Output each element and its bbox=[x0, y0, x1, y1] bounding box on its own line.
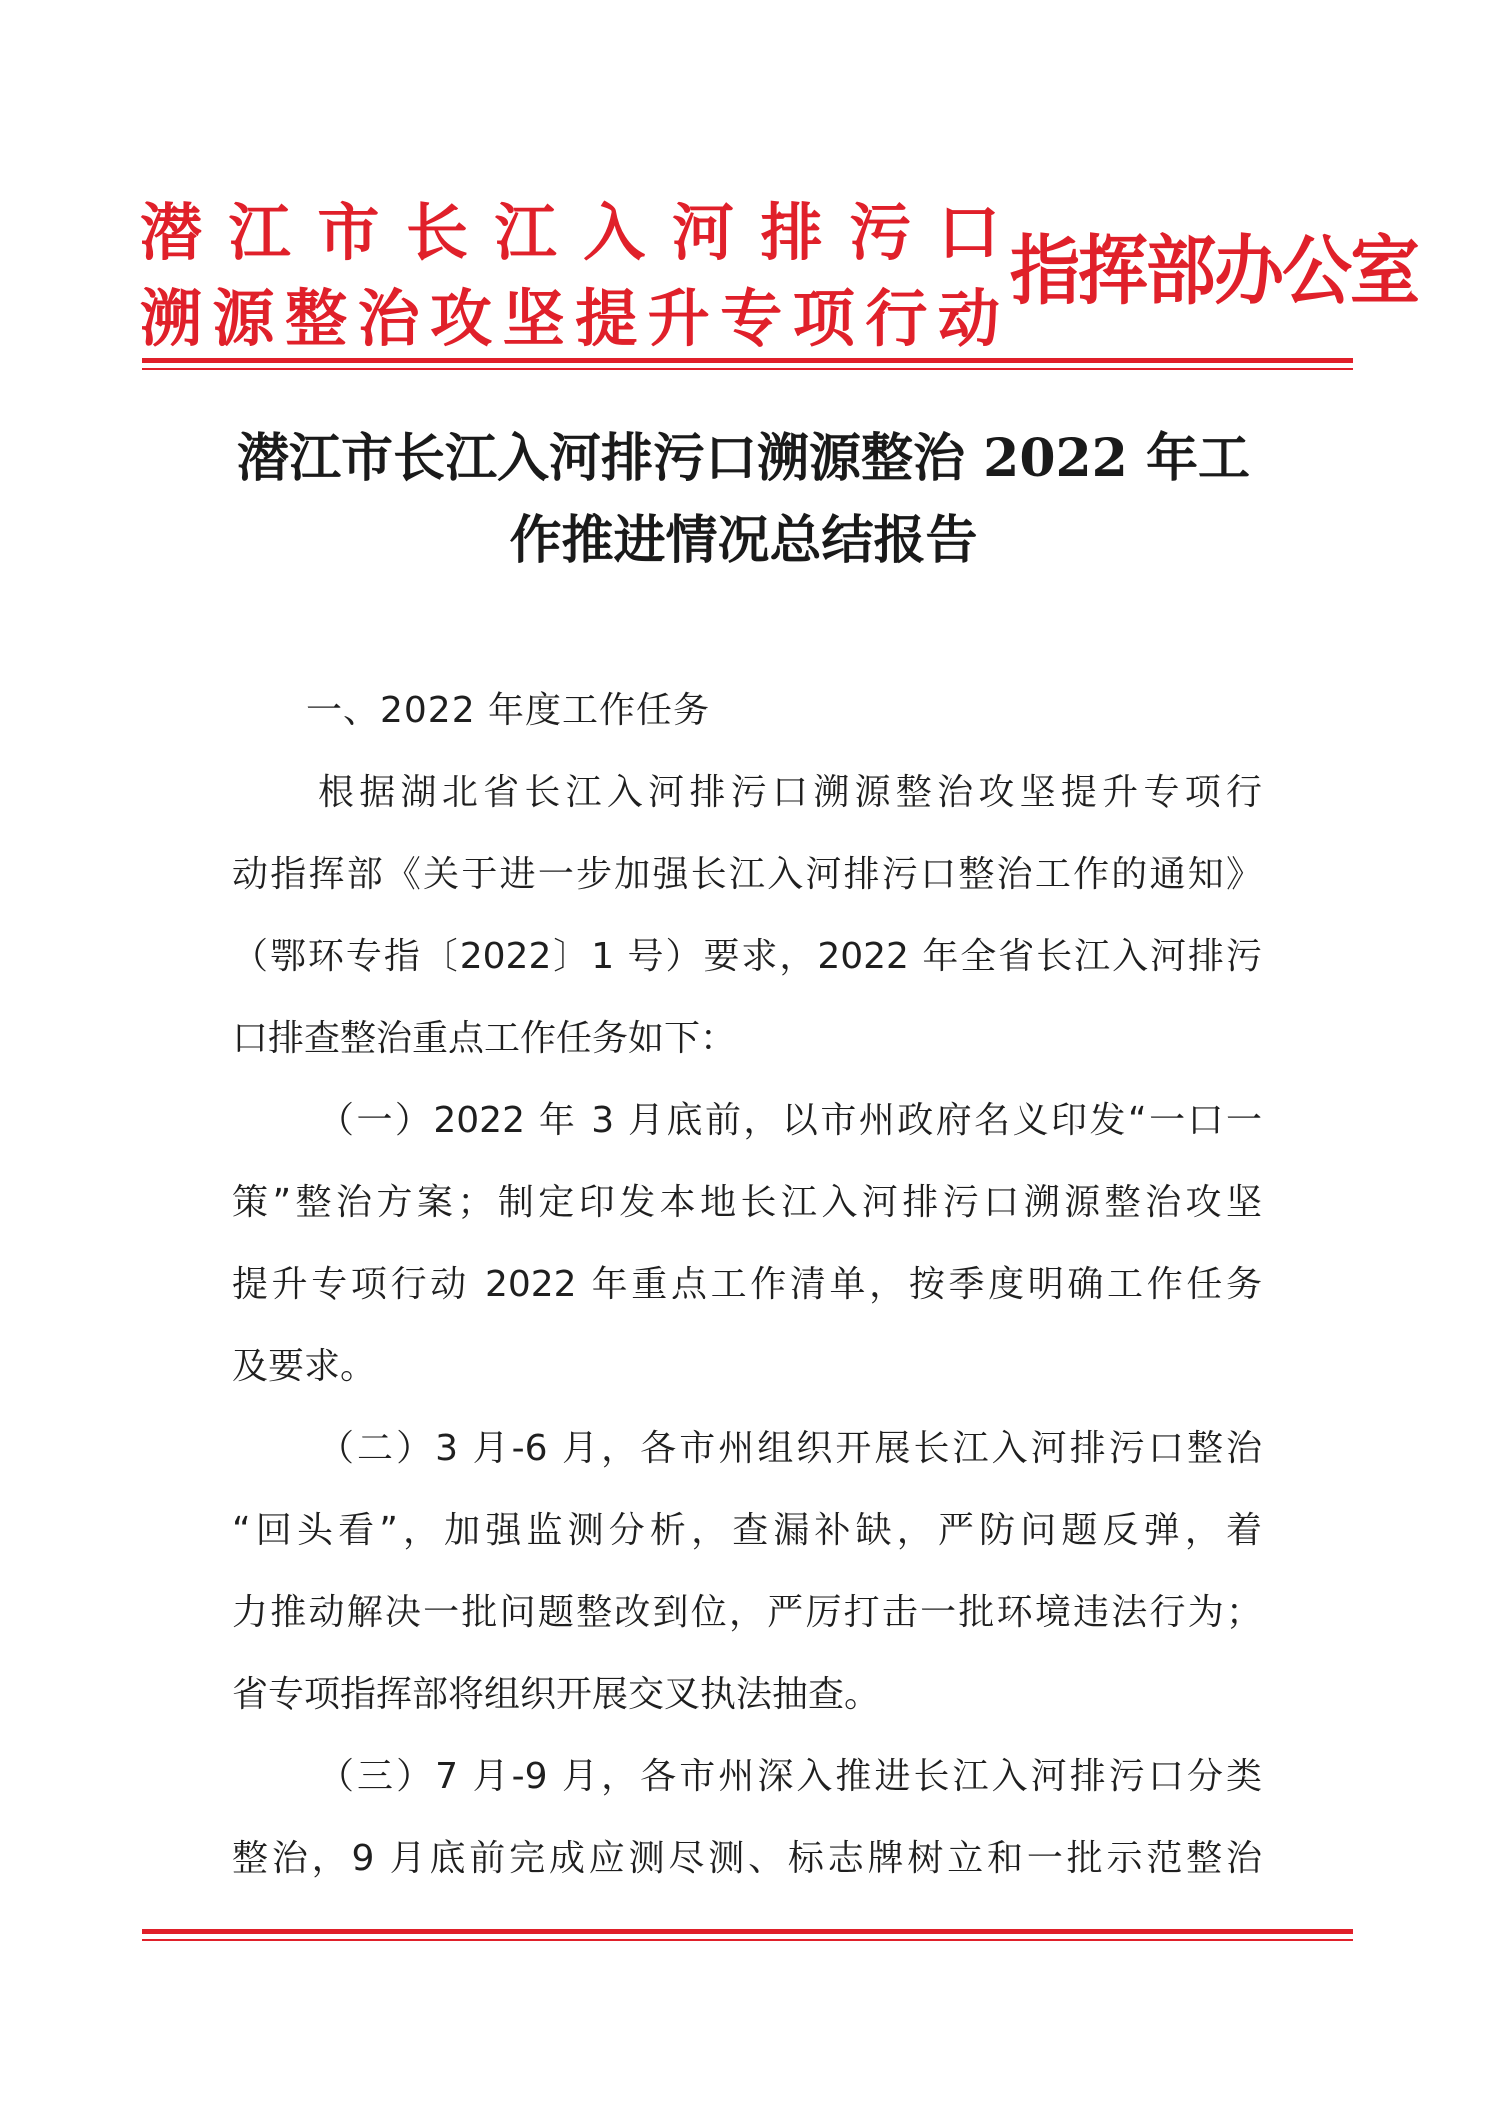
paragraph-line: 省专项指挥部将组织开展交叉执法抽查。 bbox=[232, 1674, 881, 1715]
letterhead-office: 指挥部办公室 bbox=[1010, 225, 1418, 316]
letterhead-line-2 bbox=[140, 276, 1000, 362]
footer-divider bbox=[142, 1929, 1353, 1934]
paragraph-line: 及要求。 bbox=[232, 1346, 377, 1387]
paragraph-line: 力推动解决一批问题整改到位，严厉打击一批环境违法行为； bbox=[232, 1592, 1262, 1633]
letterhead-char: 项 bbox=[792, 282, 855, 355]
paragraph-line: （二）3 月-6 月，各市州组织开展长江入河排污口整治 bbox=[318, 1428, 1262, 1469]
letterhead-char: 江 bbox=[228, 196, 291, 269]
letterhead-char: 整 bbox=[285, 282, 348, 355]
paragraph-line: 动指挥部《关于进一步加强长江入河排污口整治工作的通知》 bbox=[232, 854, 1262, 895]
letterhead-char: 源 bbox=[212, 282, 275, 355]
paragraph-line: 口排查整治重点工作任务如下： bbox=[232, 1018, 737, 1059]
paragraph bbox=[232, 1408, 1262, 1736]
letterhead-char: 污 bbox=[849, 196, 912, 269]
letterhead-char: 江 bbox=[494, 196, 557, 269]
letterhead-char: 长 bbox=[405, 196, 468, 269]
document-title-line-2: 作推进情况总结报告 bbox=[509, 510, 978, 571]
letterhead-char: 口 bbox=[937, 196, 1000, 269]
paragraph-line: （一）2022 年 3 月底前，以市州政府名义印发“一口一 bbox=[318, 1100, 1262, 1141]
letterhead-char: 入 bbox=[583, 196, 646, 269]
letterhead-divider-thin bbox=[142, 368, 1353, 370]
paragraph-line: 提升专项行动 2022 年重点工作清单，按季度明确工作任务 bbox=[232, 1264, 1262, 1305]
letterhead-char: 河 bbox=[671, 196, 734, 269]
letterhead-char: 排 bbox=[760, 196, 823, 269]
letterhead-char: 溯 bbox=[140, 282, 203, 355]
document-title-line-1: 潜江市长江入河排污口溯源整治 2022 年工 bbox=[237, 428, 1250, 489]
letterhead-char: 升 bbox=[647, 282, 710, 355]
paragraph bbox=[232, 1736, 1262, 1900]
letterhead-title bbox=[140, 190, 1000, 362]
letterhead-char: 提 bbox=[575, 282, 638, 355]
paragraph-line: （鄂环专指〔2022〕1 号）要求，2022 年全省长江入河排污 bbox=[232, 936, 1262, 977]
letterhead-char: 动 bbox=[937, 282, 1000, 355]
letterhead-char: 专 bbox=[720, 282, 783, 355]
document-title bbox=[140, 418, 1347, 582]
letterhead-char: 攻 bbox=[430, 282, 493, 355]
paragraph-line: 策”整治方案；制定印发本地长江入河排污口溯源整治攻坚 bbox=[232, 1182, 1262, 1223]
letterhead-char: 治 bbox=[357, 282, 420, 355]
letterhead-char: 潜 bbox=[140, 196, 203, 269]
paragraph-line: （三）7 月-9 月，各市州深入推进长江入河排污口分类 bbox=[318, 1756, 1262, 1797]
letterhead-char: 市 bbox=[317, 196, 380, 269]
letterhead-char: 行 bbox=[865, 282, 928, 355]
document-body bbox=[232, 670, 1262, 1900]
letterhead-divider bbox=[142, 358, 1353, 363]
section-heading: 一、2022 年度工作任务 bbox=[306, 690, 711, 731]
paragraph bbox=[232, 1080, 1262, 1408]
paragraph-line: 整治，9 月底前完成应测尽测、标志牌树立和一批示范整治 bbox=[232, 1838, 1262, 1879]
footer-divider-thin bbox=[142, 1939, 1353, 1941]
paragraph bbox=[232, 752, 1262, 1080]
letterhead-line-1 bbox=[140, 190, 1000, 276]
paragraph-line: 根据湖北省长江入河排污口溯源整治攻坚提升专项行 bbox=[318, 772, 1262, 813]
paragraph-line: “回头看”，加强监测分析，查漏补缺，严防问题反弹，着 bbox=[232, 1510, 1262, 1551]
letterhead-char: 坚 bbox=[502, 282, 565, 355]
